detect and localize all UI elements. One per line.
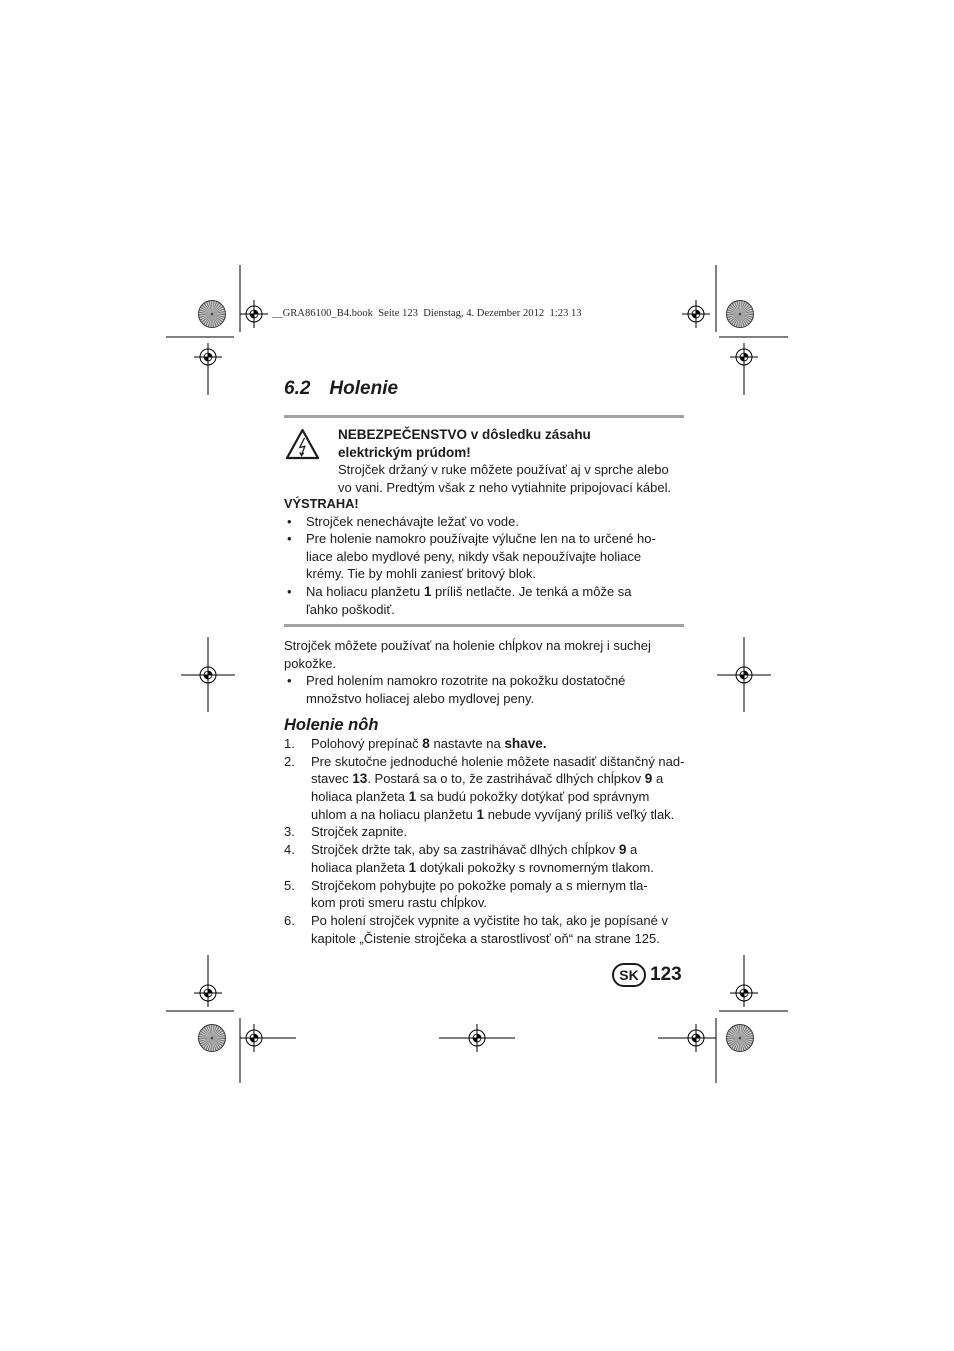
step-item	[284, 877, 704, 912]
step-number: 1.	[284, 736, 295, 751]
text-line	[311, 753, 704, 771]
step-item	[284, 823, 704, 841]
text-run: Pred holením namokro rozotrite na pokožku dostatočné	[306, 673, 626, 689]
step-text	[311, 877, 704, 912]
text-run: množstvo holiacej alebo mydlovej peny.	[306, 690, 535, 706]
bullet-marker: •	[287, 673, 292, 689]
caution-item	[284, 530, 694, 583]
step-item	[284, 735, 704, 753]
text-run: a	[652, 771, 664, 787]
section-heading	[284, 376, 398, 402]
step-number: 5.	[284, 877, 295, 893]
text-line	[306, 513, 694, 531]
text-run: kapitole „Čistenie strojčeka a starostlivosť oň“ na strane 125.	[311, 930, 660, 946]
language-badge: SK	[612, 963, 646, 987]
text-run: Pre holenie namokro používajte výlučne len na to určené ho-	[306, 531, 656, 547]
bold-run: 8	[422, 736, 430, 751]
intro-item	[284, 672, 694, 707]
starburst-mark-bottom-left	[199, 1025, 226, 1052]
text-line	[311, 735, 704, 753]
step-item	[284, 912, 704, 947]
step-text	[311, 753, 704, 824]
text-line	[311, 859, 704, 877]
step-text	[311, 735, 704, 753]
text-run: stavec	[311, 771, 353, 787]
text-run: príliš netlačte. Je tenká a môže sa	[431, 583, 632, 599]
section-rule-bottom	[284, 624, 684, 627]
text-run: elektrickým prúdom!	[338, 444, 471, 460]
caution-item	[284, 583, 694, 618]
bullet-marker: •	[287, 583, 292, 599]
text-run: Strojček zapnite.	[311, 824, 408, 840]
text-line	[306, 565, 694, 583]
intro-text	[284, 637, 694, 672]
step-number: 6.	[284, 912, 295, 928]
text-run: liace alebo mydlové peny, nikdy však nepoužívajte holiace	[306, 548, 642, 564]
section-number: 6.2	[284, 378, 311, 399]
page-number: 123	[650, 964, 682, 985]
bold-run: 1	[408, 859, 417, 875]
text-run: krémy. Tie by mohli zaniesť britový blok.	[306, 566, 537, 582]
step-text	[311, 841, 704, 876]
bold-run: 9	[618, 842, 627, 858]
caution-item	[284, 513, 694, 531]
caution-item-text	[306, 583, 694, 618]
danger-body	[338, 461, 671, 496]
steps-list	[284, 735, 704, 947]
bold-run: 1	[476, 806, 485, 822]
section-rule-top	[284, 415, 684, 418]
text-run: Po holení strojček vypnite a vyčistite ho tak, ako je popísané v	[311, 912, 668, 928]
text-run: sa budú pokožky dotýkať pod správnym	[416, 789, 650, 805]
text-line	[311, 930, 704, 948]
text-run: pokožke.	[284, 655, 337, 671]
text-line	[311, 788, 704, 806]
text-run: dotýkali pokožky s rovnomerným tlakom.	[416, 859, 654, 875]
text-line	[306, 548, 694, 566]
step-text	[311, 823, 704, 841]
bold-run: shave.	[504, 736, 547, 751]
text-line	[311, 912, 704, 930]
bold-run: 9	[644, 771, 653, 787]
text-run: nebude vyvíjaný príliš veľký tlak.	[484, 806, 675, 822]
text-run: Strojček držte tak, aby sa zastrihávač dlhých chĺpkov	[311, 842, 619, 858]
bold-run: 1	[423, 583, 432, 599]
text-run: Na holiacu planžetu	[306, 583, 424, 599]
text-run: uhlom a na holiacu planžetu	[311, 806, 477, 822]
caution-label: VÝSTRAHA!	[284, 496, 359, 511]
registration-target	[240, 300, 268, 328]
text-line	[311, 770, 704, 788]
text-run: vo vani. Predtým však z neho vytiahnite pripojovací kábel.	[338, 479, 672, 495]
text-line	[306, 601, 694, 619]
text-line	[306, 672, 694, 690]
bold-run: 13	[352, 771, 368, 787]
text-run: nastavte na	[429, 736, 505, 751]
starburst-mark-top-left	[199, 301, 226, 328]
text-run: NEBEZPEČENSTVO v dôsledku zásahu	[338, 427, 591, 442]
text-line	[338, 426, 671, 444]
caution-item-text	[306, 513, 694, 531]
step-number: 2.	[284, 753, 295, 769]
starburst-mark-top-right	[727, 301, 754, 328]
text-run: holiaca planžeta	[311, 789, 409, 805]
subsection-heading: Holenie nôh	[284, 716, 379, 734]
text-run: holiaca planžeta	[311, 859, 409, 875]
caution-item-text	[306, 530, 694, 583]
text-line	[311, 877, 704, 895]
text-line	[311, 841, 704, 859]
section-title: Holenie	[329, 378, 399, 399]
text-line	[311, 894, 704, 912]
text-run: Strojček môžete používať na holenie chĺpkov na mokrej i suchej	[284, 638, 651, 653]
text-run: Strojček nenechávajte ležať vo vode.	[306, 513, 520, 529]
text-run: Pre skutočne jednoduché holenie môžete nasadiť dištančný nad-	[311, 753, 685, 769]
text-line	[284, 637, 694, 655]
text-line	[306, 690, 694, 708]
electric-shock-warning-icon	[285, 428, 320, 460]
text-line	[306, 530, 694, 548]
step-item	[284, 753, 704, 824]
step-number: 3.	[284, 824, 295, 840]
bullet-marker: •	[287, 513, 292, 529]
registration-target	[682, 300, 710, 328]
text-run: kom proti smeru rastu chĺpkov.	[311, 895, 488, 911]
text-line	[306, 583, 694, 601]
caution-notice	[284, 495, 694, 618]
bold-run: 1	[408, 789, 417, 805]
step-text	[311, 912, 704, 947]
danger-title	[338, 426, 671, 461]
text-line	[338, 444, 671, 462]
text-line	[311, 823, 704, 841]
text-run: Strojčekom pohybujte po pokožke pomaly a s miernym tla-	[311, 877, 648, 893]
starburst-mark-bottom-right	[727, 1025, 754, 1052]
step-number: 4.	[284, 842, 295, 858]
print-slug: __GRA86100_B4.book Seite 123 Dienstag, 4. Dezember 2012 1:23 13	[272, 308, 582, 319]
intro-item-text	[306, 672, 694, 707]
intro-paragraph	[284, 637, 694, 707]
text-run: ľahko poškodiť.	[306, 601, 395, 617]
text-line	[338, 461, 671, 479]
text-line	[311, 806, 704, 824]
bullet-marker: •	[287, 531, 292, 547]
text-run: a	[626, 842, 638, 858]
text-run: Strojček držaný v ruke môžete používať aj v sprche alebo	[338, 462, 669, 478]
step-item	[284, 841, 704, 876]
text-line	[338, 479, 671, 497]
danger-notice	[338, 426, 671, 496]
text-line	[284, 655, 694, 673]
text-run: Polohový prepínač	[311, 736, 423, 751]
text-run: . Postará sa o to, že zastrihávač dlhých chĺpkov	[367, 771, 645, 787]
